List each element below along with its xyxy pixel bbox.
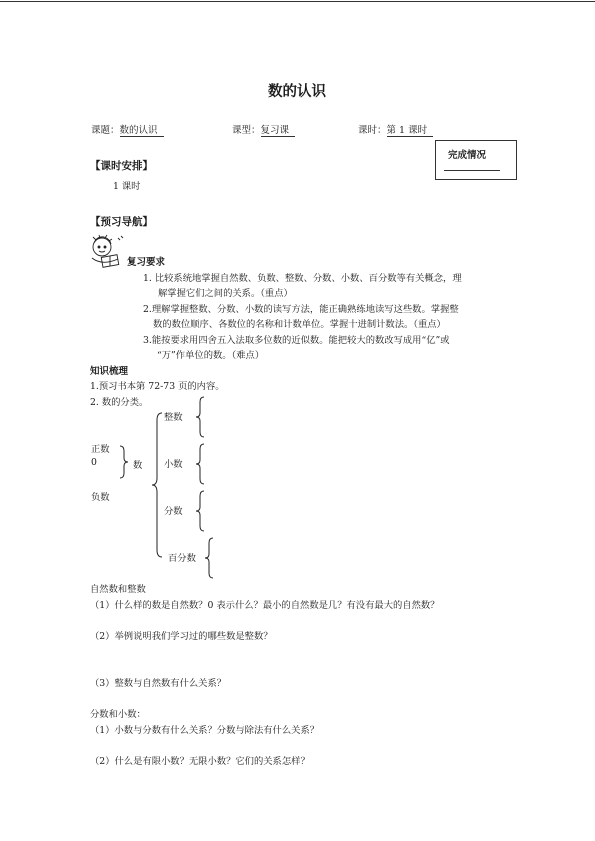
- diagram-zero: 0: [91, 457, 97, 468]
- diagram-category-percent: 百分数: [168, 553, 196, 564]
- diagram-number: 数: [133, 460, 143, 471]
- natural-question-1: （1）什么样的数是自然数？0 表示什么？最小的自然数是几？有没有最大的自然数？: [90, 600, 440, 611]
- knowledge-heading: 知识梳理: [90, 366, 129, 377]
- type-value: 复习课: [261, 125, 296, 137]
- knowledge-line-2: 2. 数的分类。: [90, 397, 149, 408]
- brace-integer: [196, 397, 204, 437]
- requirement-1-line2: 解掌握它们之间的关系。（重点）: [158, 288, 293, 299]
- diagram-negative: 负数: [91, 492, 110, 503]
- page-title: 数的认识: [268, 84, 326, 100]
- requirement-2-line1: 2.理解掌握整数、分数、小数的读写方法，能正确熟练地读写这些数。掌握整: [143, 304, 459, 315]
- type-label: 课型：: [232, 125, 261, 136]
- topic-value: 数的认识: [120, 125, 164, 137]
- requirements-title: 复习要求: [127, 257, 166, 268]
- schedule-heading: 【课时安排】: [90, 160, 153, 172]
- period-label: 课时：: [358, 125, 387, 136]
- diagram-category-decimal: 小数: [164, 459, 183, 470]
- diagram-category-integer: 整数: [164, 412, 183, 423]
- fraction-heading: 分数和小数：: [90, 709, 146, 720]
- topic-label: 课题：: [91, 125, 120, 136]
- brace-positive-zero: [120, 446, 128, 478]
- brace-percent: [205, 538, 213, 578]
- natural-question-3: （3）整数与自然数有什么关系？: [90, 678, 227, 689]
- diagram-positive: 正数: [91, 444, 110, 455]
- knowledge-line-1: 1.预习书本第 72-73 页的内容。: [90, 381, 225, 392]
- fraction-question-1: （1）小数与分数有什么关系？分数与除法有什么关系？: [90, 725, 320, 736]
- requirement-3-line2: “万”作单位的数。（难点）: [157, 350, 265, 361]
- brace-categories: [152, 413, 162, 557]
- requirement-1-line1: 1. 比较系统地掌握自然数、负数、整数、分数、小数、百分数等有关概念，理: [143, 273, 462, 284]
- requirement-2-line2: 数的数位顺序、各数位的名称和计数单位。掌握十进制计数法。（重点）: [153, 319, 446, 330]
- diagram-category-fraction: 分数: [164, 506, 183, 517]
- preview-heading: 【预习导航】: [90, 216, 153, 228]
- requirement-3-line1: 3.能按要求用四舍五入法取多位数的近似数。能把较大的数改写成用“亿”或: [143, 335, 450, 346]
- brace-fraction: [196, 491, 204, 531]
- schedule-text: 1 课时: [113, 181, 141, 192]
- natural-question-2: （2）举例说明我们学习过的哪些数是整数？: [90, 631, 273, 642]
- completion-label: 完成情况: [448, 150, 487, 161]
- period-value: 第 1 课时: [387, 125, 434, 137]
- natural-heading: 自然数和整数: [90, 584, 146, 595]
- fraction-question-2: （2）什么是有限小数？无限小数？它们的关系怎样？: [90, 756, 310, 767]
- brace-decimal: [196, 444, 204, 484]
